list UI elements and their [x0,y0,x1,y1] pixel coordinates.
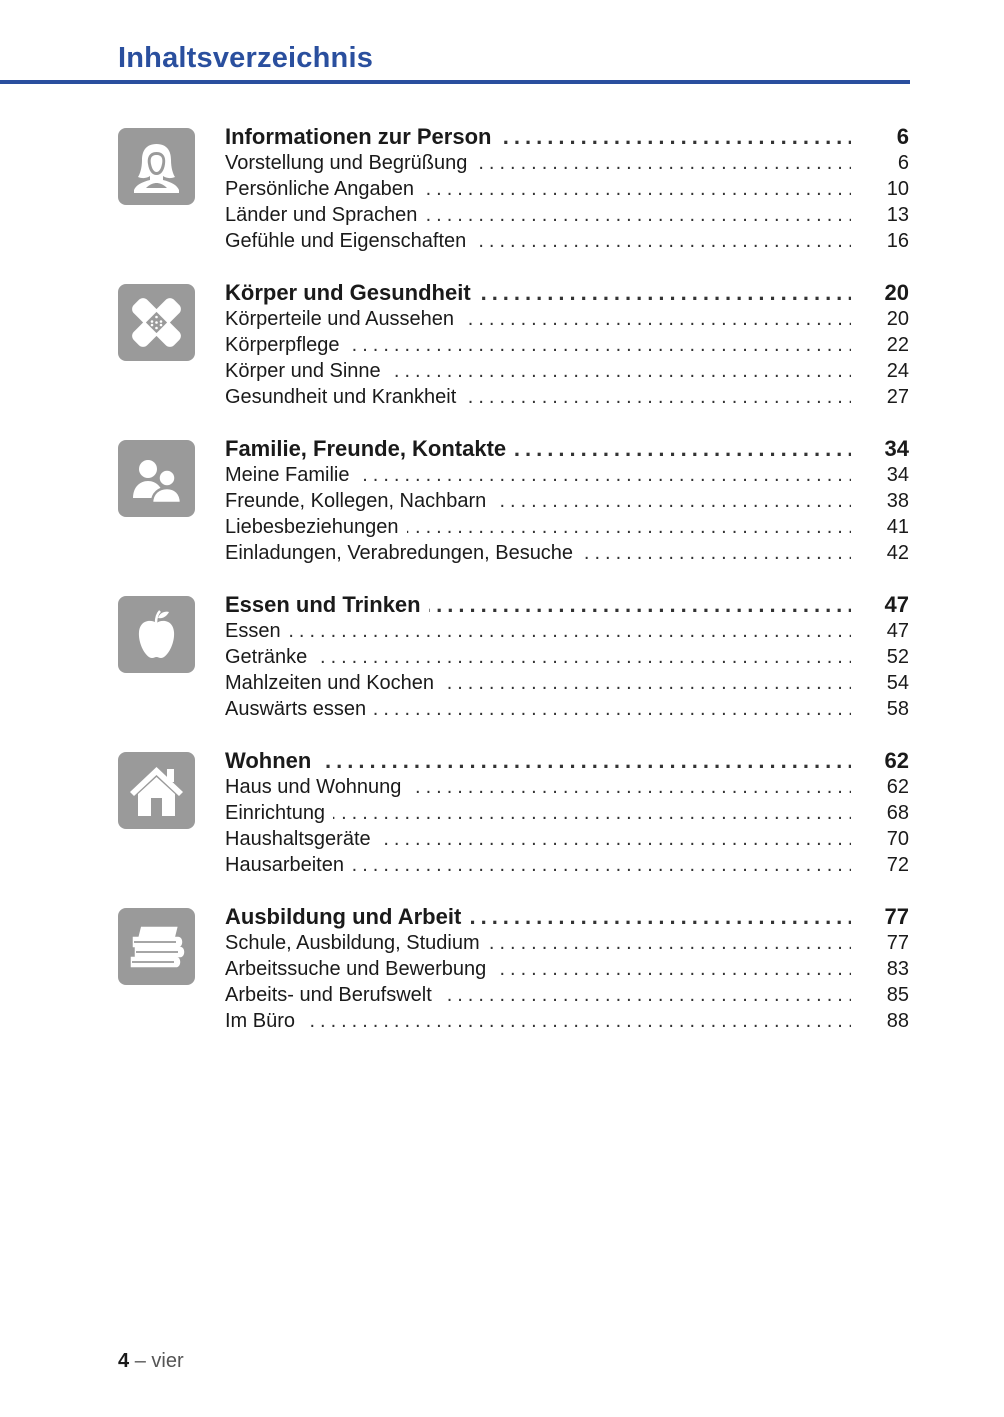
toc-page-number: 42 [886,542,909,564]
toc-item-label: Körperpflege [225,332,348,358]
toc-page-number: 20 [886,308,909,330]
page-title: Inhaltsverzeichnis [118,42,374,74]
toc-item-label: Gefühle und Eigenschaften [225,228,474,254]
toc-section-food [118,592,910,732]
toc-item-label: Schule, Ausbildung, Studium [225,930,488,956]
toc-item-label: Gesundheit und Krankheit [225,384,464,410]
toc-page-number: 68 [886,802,909,824]
toc-page-number: 47 [884,592,909,617]
toc-section-housing [118,748,910,888]
toc-page-number: 34 [884,436,909,461]
toc-page-number: 72 [886,854,909,876]
toc-page-number: 34 [886,464,909,486]
toc-item[interactable] [225,644,909,670]
apple-icon [118,596,195,673]
footer-page-word: vier [151,1350,184,1372]
toc-item[interactable] [225,800,909,826]
toc-item[interactable] [225,228,909,254]
toc-page-number: 6 [897,152,909,174]
toc-heading-label: Ausbildung und Arbeit [225,904,469,930]
dot-leader [225,618,851,644]
toc-item[interactable] [225,176,909,202]
toc-section-person [118,124,910,264]
toc-item[interactable] [225,150,909,176]
toc-item[interactable] [225,956,909,982]
bandage-icon [118,284,195,361]
toc-item-label: Getränke [225,644,315,670]
toc-section-family [118,436,910,576]
toc-item-label: Einladungen, Verabredungen, Besuche [225,540,581,566]
toc-page-number: 58 [886,698,909,720]
toc-item[interactable] [225,514,909,540]
toc-page-number: 24 [886,360,909,382]
toc-page-number: 6 [896,124,909,149]
toc-item-label: Essen [225,618,289,644]
toc-page-number: 70 [886,828,909,850]
toc-section-education [118,904,910,1044]
title-divider [0,80,910,84]
toc-item[interactable] [225,982,909,1008]
toc-item[interactable] [225,696,909,722]
toc-page-number: 47 [886,620,909,642]
toc-item[interactable] [225,1008,909,1034]
toc-item-label: Auswärts essen [225,696,374,722]
toc-page-number: 41 [886,516,909,538]
dot-leader [225,1008,851,1034]
toc-page-number: 77 [884,904,909,929]
toc-page-number: 52 [886,646,909,668]
people-icon [118,440,195,517]
toc-item-label: Einrichtung [225,800,333,826]
toc-item-label: Meine Familie [225,462,357,488]
toc-item[interactable] [225,384,909,410]
toc-item-label: Arbeits- und Berufswelt [225,982,440,1008]
toc-item-label: Haushaltsgeräte [225,826,379,852]
toc-page-number: 16 [886,230,909,252]
toc-page-number: 38 [886,490,909,512]
toc-item-label: Im Büro [225,1008,303,1034]
toc-page-number: 88 [886,1010,909,1032]
toc-section-body [118,280,910,420]
toc-item[interactable] [225,618,909,644]
page-footer [118,1348,184,1374]
toc-heading[interactable] [225,124,909,150]
toc-item[interactable] [225,930,909,956]
toc-heading-label: Wohnen [225,748,319,774]
toc-heading-label: Familie, Freunde, Kontakte [225,436,514,462]
toc-page-number: 22 [886,334,909,356]
toc-heading-label: Körper und Gesundheit [225,280,479,306]
toc-page-number: 85 [886,984,909,1006]
toc-item-label: Haus und Wohnung [225,774,409,800]
toc-heading-label: Informationen zur Person [225,124,499,150]
toc-item-label: Körperteile und Aussehen [225,306,462,332]
toc-page-number: 77 [886,932,909,954]
toc-item[interactable] [225,852,909,878]
toc-page-number: 54 [886,672,909,694]
toc-item[interactable] [225,462,909,488]
toc-item-label: Liebesbeziehungen [225,514,407,540]
toc-item-label: Körper und Sinne [225,358,389,384]
toc-heading[interactable] [225,748,909,774]
toc-item[interactable] [225,826,909,852]
toc-page-number: 62 [884,748,909,773]
books-icon [118,908,195,985]
toc-item[interactable] [225,306,909,332]
toc-item[interactable] [225,202,909,228]
toc-page-number: 62 [886,776,909,798]
house-icon [118,752,195,829]
toc-item[interactable] [225,774,909,800]
footer-separator: – [134,1350,146,1372]
toc-item-label: Arbeitssuche und Bewerbung [225,956,494,982]
toc-item-label: Hausarbeiten [225,852,352,878]
toc-item-label: Mahlzeiten und Kochen [225,670,442,696]
footer-page-number: 4 [118,1350,130,1372]
toc-item-label: Persönliche Angaben [225,176,422,202]
toc-item[interactable] [225,670,909,696]
toc-page-number: 10 [886,178,909,200]
toc-heading[interactable] [225,592,909,618]
toc-heading[interactable] [225,904,909,930]
toc-item-label: Länder und Sprachen [225,202,425,228]
toc-heading-label: Essen und Trinken [225,592,429,618]
toc-page-number: 13 [886,204,909,226]
person-icon [118,128,195,205]
toc-page-number: 20 [884,280,909,305]
toc-item-label: Vorstellung und Begrüßung [225,150,475,176]
toc-page-number: 83 [886,958,909,980]
toc-item[interactable] [225,488,909,514]
toc-heading[interactable] [225,280,909,306]
toc-heading[interactable] [225,436,909,462]
toc-item[interactable] [225,332,909,358]
toc-item-label: Freunde, Kollegen, Nachbarn [225,488,494,514]
toc-item[interactable] [225,358,909,384]
toc-page-number: 27 [886,386,909,408]
toc-item[interactable] [225,540,909,566]
dot-leader [225,644,851,670]
